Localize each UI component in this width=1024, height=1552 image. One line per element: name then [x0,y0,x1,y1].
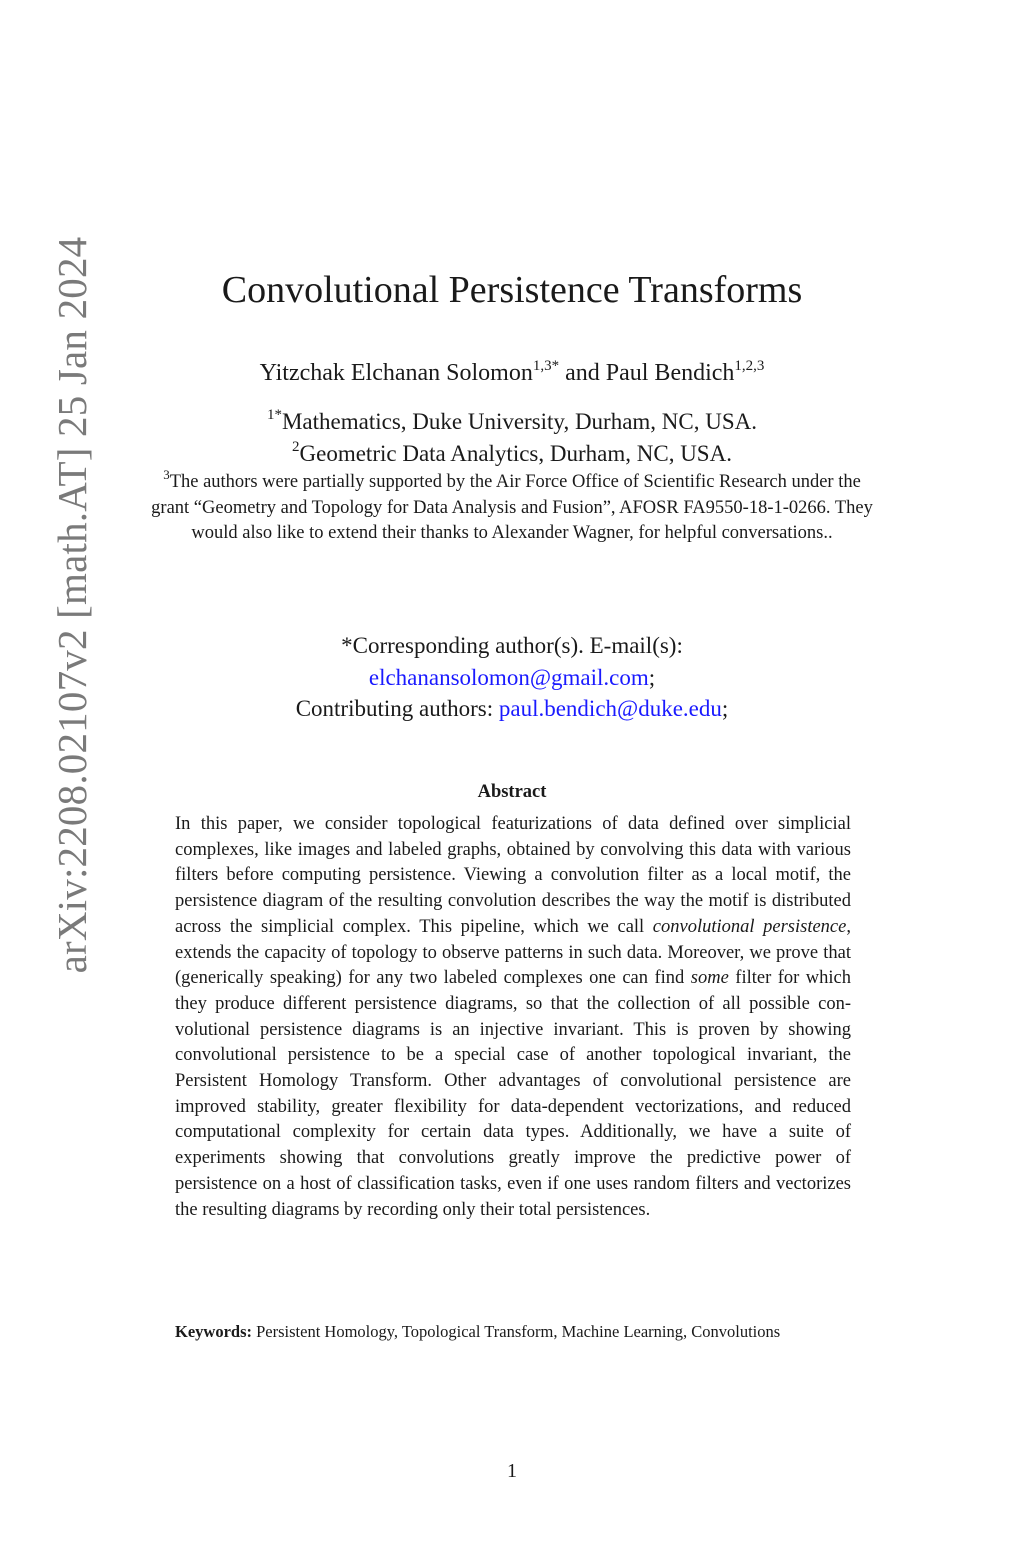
author-1-name: Yitzchak Elchanan Solomon [259,360,533,386]
affiliation-1 [0,406,1024,437]
abstract-text-part-1: In this paper, we consider topological featurizations of data defined over simplicial complexes, like images and labeled graphs, obtained by convolving this data with various filters before computing persistence. Viewing a convolution filter as a local motif, the persistence diagram of the resulting convolution describes the way the motif is distributed across the simplicial complex. This pipeline, which we call [175,814,851,937]
page-number: 1 [507,1460,517,1482]
keywords-text: Persistent Homology, Topological Transform, Machine Learning, Convolutions [252,1322,781,1341]
affiliation-2-text: Geometric Data Analytics, Durham, NC, USA. [299,441,732,466]
keywords-block [175,1321,851,1344]
abstract-italic-term: convolutional persistence [652,916,847,937]
abstract-text [175,812,851,1223]
corresponding-author-label: *Corresponding author(s). E-mail(s): [341,633,683,658]
funding-text: The authors were partially supported by the Air Force Office of Scientific Research under the grant “Geometry and Topology for Data Analysis and Fusion”, AFOSR FA9550-18-1-0266. They would also like to extend their thanks to Alexander Wagner, for helpful conversations.. [151,472,873,543]
email-separator: ; [648,664,656,690]
email-separator: ; [721,696,729,721]
funding-mark: 3 [163,467,170,482]
corresponding-email-link[interactable]: elchanansolomon@gmail.com [368,664,649,690]
arxiv-identifier-stamp: arXiv:2208.02107v2 [math.AT] 25 Jan 2024 [49,236,95,974]
author-line [0,356,1024,390]
affiliation-1-mark: 1* [266,407,282,423]
affiliation-1-text: Mathematics, Duke University, Durham, NC, USA. [281,409,758,434]
paper-title: Convolutional Persistence Transforms [221,269,803,311]
abstract-heading: Abstract [477,782,547,802]
author-joiner: and [559,360,606,386]
abstract-italic-emphasis: some [690,968,729,989]
contributing-authors-label: Contributing authors: [295,696,499,721]
corresponding-email-line [0,662,1024,694]
author-2-name: Paul Bendich [605,360,735,386]
author-1-affiliation-marks: 1,3* [532,358,560,374]
abstract-text-part-2: , extends the capacity of topology to observe patterns in such data. Moreover, we prove that (generically speaking) for any two labeled complexes one can find [175,916,851,989]
affiliation-2-mark: 2 [292,439,300,455]
author-2-affiliation-marks: 1,2,3 [734,358,765,374]
contributing-authors-line [0,693,1024,725]
affiliation-2 [0,438,1024,469]
abstract-text-part-3: filter for which they produce different persistence diagrams, so that the collection of all possible convolutional persistence diagrams is an injective invariant. This is proven by showing convolutional persistence to be a special case of another topological invariant, the Persistent Homology Transform. Other advantages of convolutional persistence are improved stability, greater flexibility for data-dependent vectorizations, and reduced computational complexity for certain data types. Additionally, we have a suite of experiments showing that convolutions greatly improve the predictive power of persistence on a host of classification tasks, even if one uses random filters and vectorizes the resulting diagrams by recording only their total persistences. [175,968,851,1220]
keywords-label: Keywords: [175,1322,252,1341]
correspondence-block [0,630,1024,725]
funding-note [150,467,874,547]
contributing-email-link[interactable]: paul.bendich@duke.edu [498,696,722,721]
